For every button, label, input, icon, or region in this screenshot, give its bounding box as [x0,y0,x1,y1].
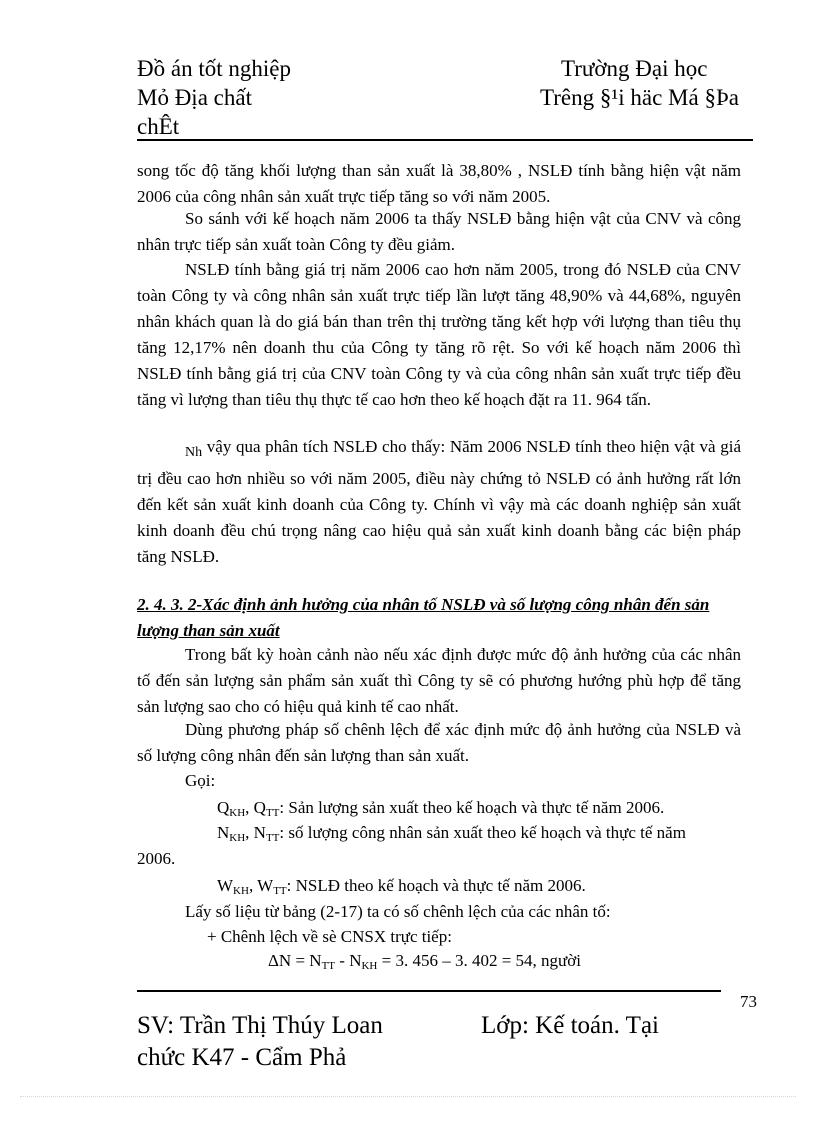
goi-label: Gọi: [185,771,216,790]
definition-n: $N_{KH}$, $N_{TT}$: số lượng công nhân sản xuất theo kế hoạch và thực tế năm [217,823,686,844]
paragraph-1: song tốc độ tăng khối lượng than sản xuất là 38,80% , NSLĐ tính bằng hiện vật năm 2006 của công nhân sản xuất trực tiếp tăng so với năm 2005. [137,161,741,206]
bullet-worker-difference: + Chênh lệch về sè CNSX trực tiếp: [207,927,452,946]
definition-w: $W_{KH}$, $W_{TT}$: NSLĐ theo kế hoạch và thực tế năm 2006. [217,876,586,897]
paragraph-4-lead: Nh [185,445,203,460]
header-rule [137,139,753,141]
paragraph-4-text: vậy qua phân tích NSLĐ cho thấy: Năm 2006 NSLĐ tính theo hiện vật và giá trị đều cao hơn nhiều so với năm 2005, điều này chứng tỏ NSLĐ có ảnh hưởng rất lớn đến kết sản xuất kinh doanh của Công ty. Chính vì vậy mà các doanh nghiệp sản xuất kinh doanh đều chú trọng nâng cao hiệu quả sản xuất kinh doanh bằng các biện pháp tăng NSLĐ. [137,437,742,566]
definition-n-continued: 2006. [137,849,176,868]
header-right-line1: Trường Đại học [561,56,708,81]
footer-rule [137,990,721,992]
page-number: 73 [740,992,757,1011]
bottom-dotted-divider [20,1096,796,1097]
footer-student-name: SV: Trần Thị Thúy Loan [137,1012,383,1039]
footer-class: Lớp: Kế toán. Tại [481,1012,659,1039]
section-heading: 2. 4. 3. 2-Xác định ảnh hưởng của nhân tố NSLĐ và số lượng công nhân đến sản lượng than sản xuất [137,595,710,640]
data-source-note: Lấy số liệu từ bảng (2-17) ta có số chênh lệch của các nhân tố: [185,902,611,921]
header-left-line1: Đồ án tốt nghiệp [137,56,291,81]
footer-location: chức K47 - Cẩm Phả [137,1044,347,1071]
equation-delta-n: $\Delta N = N_{TT} - N_{KH} = 3$. 456 – 3. 402 = 54, người [268,951,581,972]
paragraph-2: So sánh với kế hoạch năm 2006 ta thấy NSLĐ bằng hiện vật của CNV và công nhân trực tiếp sản xuất toàn Công ty đều giảm. [137,209,741,254]
paragraph-3: NSLĐ tính bằng giá trị năm 2006 cao hơn năm 2005, trong đó NSLĐ của CNV toàn Công ty và công nhân sản xuất trực tiếp lần lượt tăng 48,90% và 44,68%, nguyên nhân khách quan là do giá bán than trên thị trường tăng kết hợp với lượng than tiêu thụ tăng 12,17% nên doanh thu của Công ty tăng rõ rệt. So với kế hoạch năm 2006 thì NSLĐ tính bằng giá trị của CNV toàn Công ty và của công nhân sản xuất trực tiếp đều tăng vì lượng than tiêu thụ thực tế cao hơn theo kế hoạch đặt ra 11. 964 tấn. [137,260,741,409]
paragraph-6: Dùng phương pháp số chênh lệch để xác định mức độ ảnh hưởng của NSLĐ và số lượng công nhân đến sản lượng than sản xuất. [137,720,741,765]
header-left-line3: chÊt [137,114,180,139]
paragraph-4 [137,434,741,570]
header-left-line2: Mỏ Địa chất [137,85,252,110]
header-right-line2: Trêng §¹i häc Má §Þa [540,85,739,110]
paragraph-5: Trong bất kỳ hoàn cảnh nào nếu xác định được mức độ ảnh hưởng của các nhân tố đến sản lượng sản phẩm sản xuất thì Công ty sẽ có phương hướng phù hợp để tăng sản lượng sao cho có hiệu quả kinh tế cao nhất. [137,645,741,716]
definition-q: $Q_{KH}$, $Q_{TT}$: Sản lượng sản xuất theo kế hoạch và thực tế năm 2006. [217,798,665,819]
